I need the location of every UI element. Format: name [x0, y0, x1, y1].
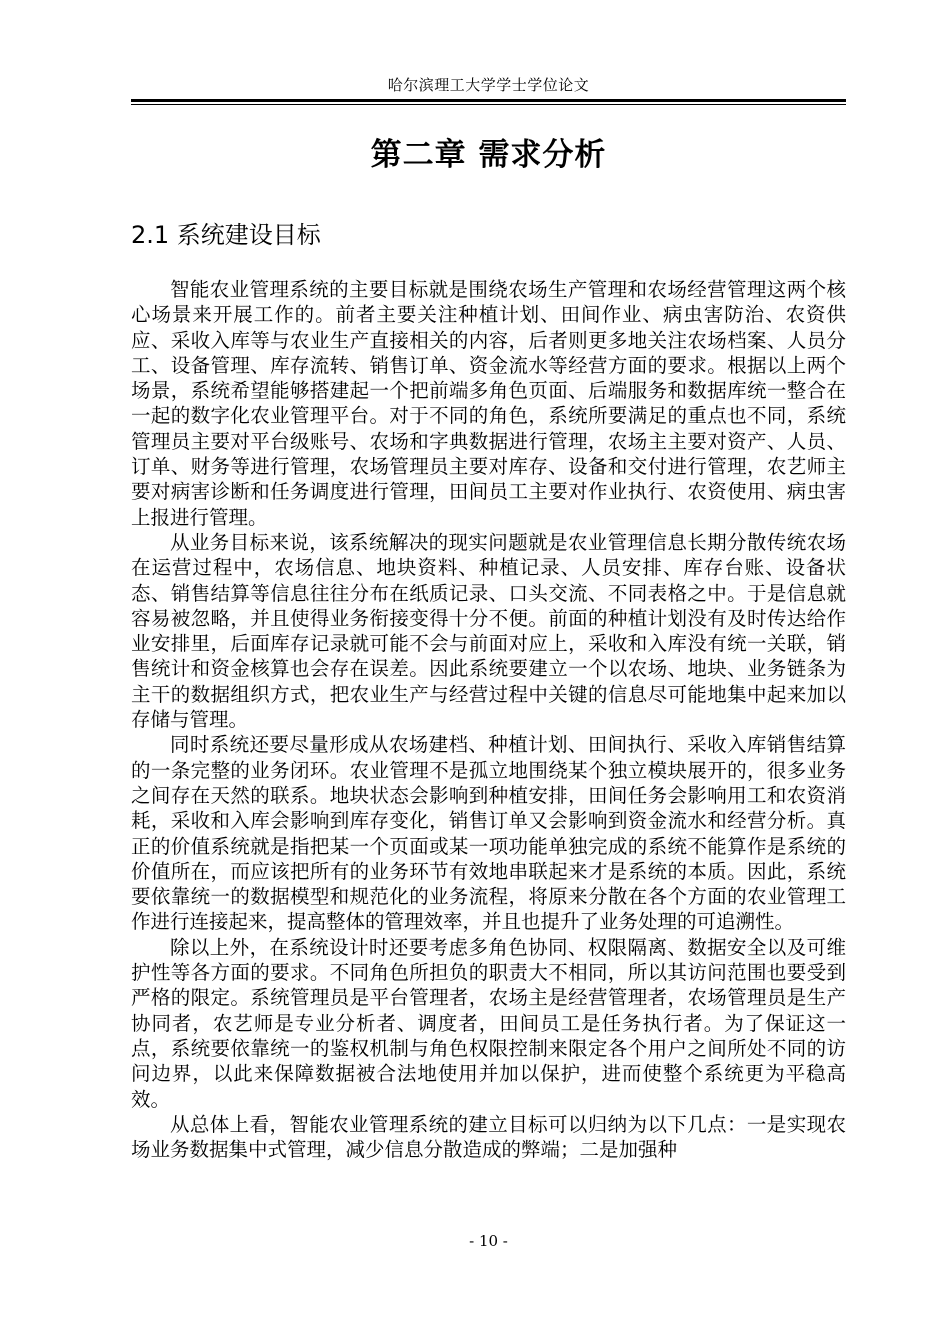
paragraph-5: 从总体上看，智能农业管理系统的建立目标可以归纳为以下几点：一是实现农场业务数据集中式管理，减少信息分散造成的弊端；二是加强种: [131, 1112, 846, 1162]
paragraph-2: 从业务目标来说，该系统解决的现实问题就是农业管理信息长期分散传统农场在运营过程中，农场信息、地块资料、种植记录、人员安排、库存台账、设备状态、销售结算等信息往往分布在纸质记录、口头交流、不同表格之中。于是信息就容易被忽略，并且使得业务衔接变得十分不便。前面的种植计划没有及时传达给作业安排里，后面库存记录就可能不会与前面对应上，采收和入库没有统一关联，销售统计和资金核算也会存在误差。因此系统要建立一个以农场、地块、业务链条为主干的数据组织方式，把农业生产与经营过程中关键的信息尽可能地集中起来加以存储与管理。: [131, 530, 846, 732]
paragraph-4: 除以上外，在系统设计时还要考虑多角色协同、权限隔离、数据安全以及可维护性等各方面的要求。不同角色所担负的职责大不相同，所以其访问范围也要受到严格的限定。系统管理员是平台管理者，农场主是经营管理者，农场管理员是生产协同者，农艺师是专业分析者、调度者，田间员工是任务执行者。为了保证这一点，系统要依靠统一的鉴权机制与角色权限控制来限定各个用户之间所处不同的访问边界，以此来保障数据被合法地使用并加以保护，进而使整个系统更为平稳高效。: [131, 935, 846, 1111]
chapter-title: 第二章 需求分析: [370, 137, 607, 173]
body-text: [131, 277, 846, 1162]
header-rule-thick: [131, 99, 846, 102]
section-title: 2.1 系统建设目标: [131, 221, 321, 249]
header-rule-thin: [131, 104, 846, 105]
paragraph-1: 智能农业管理系统的主要目标就是围绕农场生产管理和农场经营管理这两个核心场景来开展工作的。前者主要关注种植计划、田间作业、病虫害防治、农资供应、采收入库等与农业生产直接相关的内容，后者则更多地关注农场档案、人员分工、设备管理、库存流转、销售订单、资金流水等经营方面的要求。根据以上两个场景，系统希望能够搭建起一个把前端多角色页面、后端服务和数据库统一整合在一起的数字化农业管理平台。对于不同的角色，系统所要满足的重点也不同，系统管理员主要对平台级账号、农场和字典数据进行管理，农场主主要对资产、人员、订单、财务等进行管理，农场管理员主要对库存、设备和交付进行管理，农艺师主要对病害诊断和任务调度进行管理，田间员工主要对作业执行、农资使用、病虫害上报进行管理。: [131, 278, 846, 529]
paragraph-3: 同时系统还要尽量形成从农场建档、种植计划、田间执行、采收入库销售结算的一条完整的业务闭环。农业管理不是孤立地围绕某个独立模块展开的，很多业务之间存在天然的联系。地块状态会影响到种植安排，田间任务会影响用工和农资消耗，采收和入库会影响到库存变化，销售订单又会影响到资金流水和经营分析。真正的价值系统就是指把某一个页面或某一项功能单独完成的系统不能算作是系统的价值所在，而应该把所有的业务环节有效地串联起来才是系统的本质。因此，系统要依靠统一的数据模型和规范化的业务流程，将原来分散在各个方面的农业管理工作进行连接起来，提高整体的管理效率，并且也提升了业务处理的可追溯性。: [131, 733, 846, 934]
page-number: - 10 -: [469, 1232, 508, 1250]
running-header: 哈尔滨理工大学学士学位论文: [387, 76, 590, 94]
